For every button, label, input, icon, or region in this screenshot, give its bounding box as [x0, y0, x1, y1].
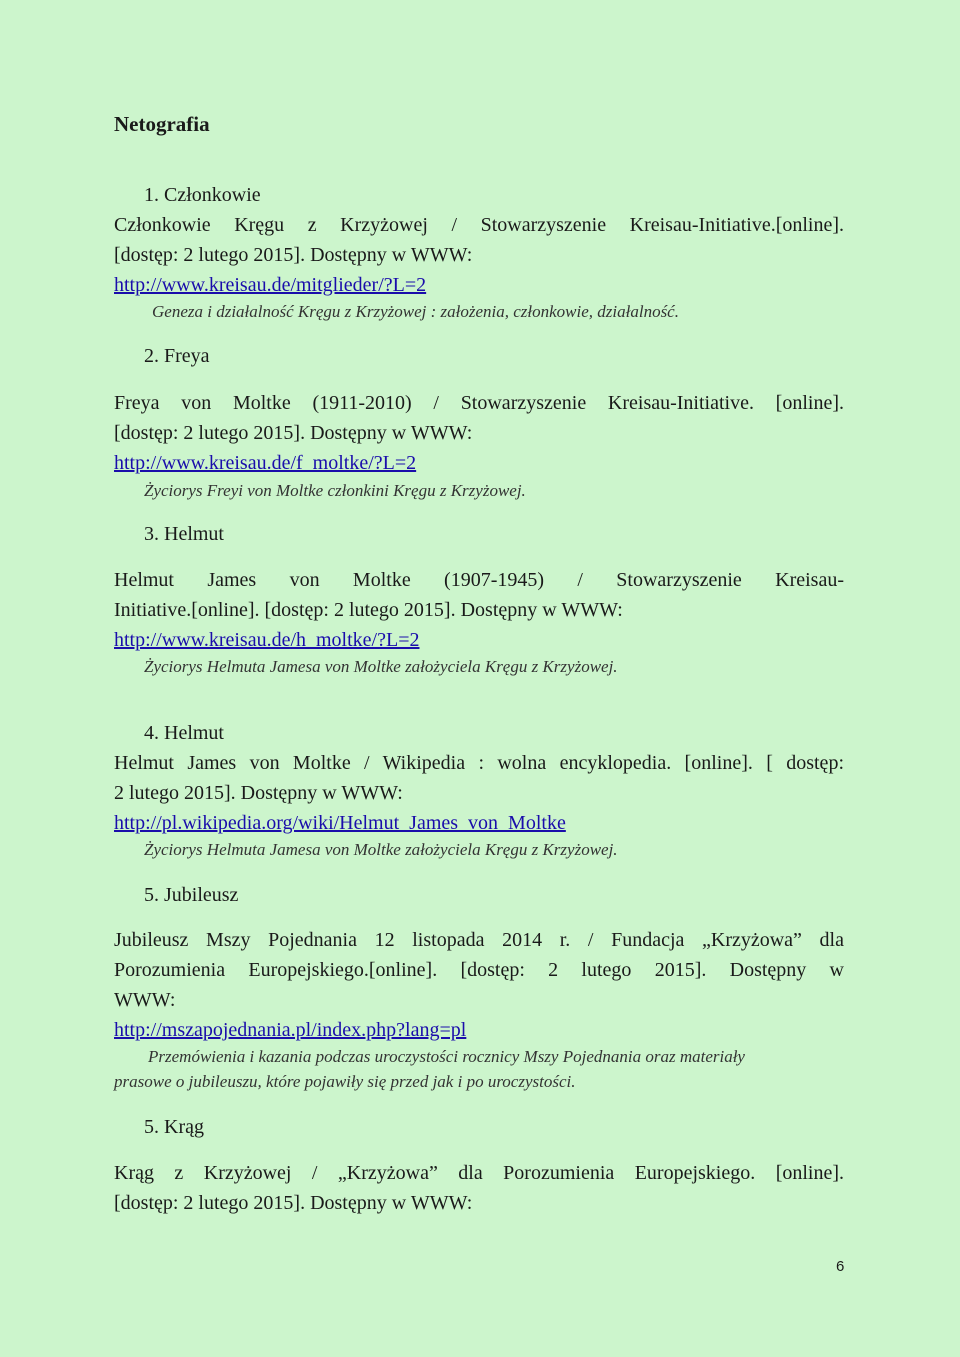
section-2-citation-line1: Freya von Moltke (1911-2010) / Stowarzyszenie Kreisau-Initiative. [online]. — [114, 392, 844, 414]
section-6-citation-line1: Krąg z Krzyżowej / „Krzyżowa” dla Porozumienia Europejskiego. [online]. — [114, 1162, 844, 1184]
section-4-link[interactable]: http://pl.wikipedia.org/wiki/Helmut_James_von_Moltke — [114, 812, 566, 834]
section-5-citation-line2: Porozumienia Europejskiego.[online]. [dostęp: 2 lutego 2015]. Dostępny w — [114, 959, 844, 981]
section-5-link[interactable]: http://mszapojednania.pl/index.php?lang=pl — [114, 1019, 467, 1041]
section-3-citation-line2: Initiative.[online]. [dostęp: 2 lutego 2015]. Dostępny w WWW: — [114, 599, 623, 621]
section-5-description-line2: prasowe o jubileuszu, które pojawiły się przed jak i po uroczystości. — [114, 1072, 576, 1091]
section-6-header: 5. Krąg — [144, 1116, 204, 1138]
section-6-citation-line2: [dostęp: 2 lutego 2015]. Dostępny w WWW: — [114, 1192, 473, 1214]
section-2-description: Życiorys Freyi von Moltke członkini Kręgu z Krzyżowej. — [144, 481, 526, 500]
section-2-header: 2. Freya — [144, 345, 210, 367]
section-1-citation-line1: Członkowie Kręgu z Krzyżowej / Stowarzyszenie Kreisau-Initiative.[online]. — [114, 214, 844, 236]
section-3-description: Życiorys Helmuta Jamesa von Moltke założyciela Kręgu z Krzyżowej. — [144, 657, 618, 676]
section-4-header: 4. Helmut — [144, 722, 224, 744]
section-4-citation-line2: 2 lutego 2015]. Dostępny w WWW: — [114, 782, 403, 804]
section-3-header: 3. Helmut — [144, 523, 224, 545]
page-number: 6 — [836, 1258, 845, 1275]
section-1-description: Geneza i działalność Kręgu z Krzyżowej : założenia, członkowie, działalność. — [152, 302, 679, 321]
section-4-description: Życiorys Helmuta Jamesa von Moltke założyciela Kręgu z Krzyżowej. — [144, 840, 618, 859]
section-5-citation-line1: Jubileusz Mszy Pojednania 12 listopada 2014 r. / Fundacja „Krzyżowa” dla — [114, 929, 844, 951]
section-5-description-line1: Przemówienia i kazania podczas uroczystości rocznicy Mszy Pojednania oraz materiały — [148, 1047, 745, 1066]
section-4-citation-line1: Helmut James von Moltke / Wikipedia : wolna encyklopedia. [online]. [ dostęp: — [114, 752, 844, 774]
section-5-header: 5. Jubileusz — [144, 884, 239, 906]
section-1-header: 1. Członkowie — [144, 184, 261, 206]
section-3-citation-line1: Helmut James von Moltke (1907-1945) / Stowarzyszenie Kreisau- — [114, 569, 844, 591]
section-1-citation-line2: [dostęp: 2 lutego 2015]. Dostępny w WWW: — [114, 244, 473, 266]
section-3-link[interactable]: http://www.kreisau.de/h_moltke/?L=2 — [114, 629, 420, 651]
section-5-citation-line3: WWW: — [114, 989, 176, 1011]
page-title: Netografia — [114, 112, 210, 136]
section-1-link[interactable]: http://www.kreisau.de/mitglieder/?L=2 — [114, 274, 427, 296]
section-2-link[interactable]: http://www.kreisau.de/f_moltke/?L=2 — [114, 452, 417, 474]
section-2-citation-line2: [dostęp: 2 lutego 2015]. Dostępny w WWW: — [114, 422, 473, 444]
